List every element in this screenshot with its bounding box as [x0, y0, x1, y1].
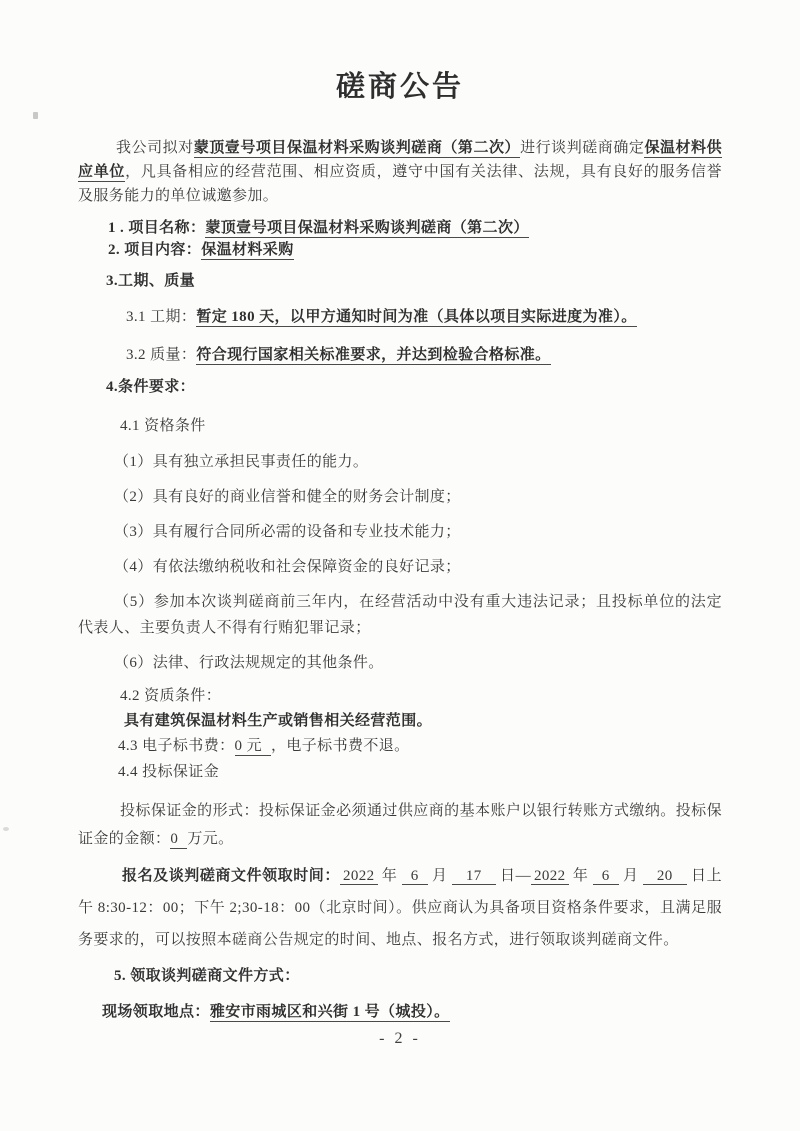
duration-value: 暂定 180 天，以甲方通知时间为准（具体以项目实际进度为准）。 [196, 309, 637, 326]
scan-artifact-mark [86, 168, 89, 171]
end-day-value: 20 [643, 868, 687, 885]
requirements-heading: 4.条件要求： [106, 379, 196, 396]
deposit-form-paragraph [78, 797, 722, 853]
aptitude-heading: 4.2 资质条件： [120, 688, 222, 705]
qualification-item: （6）法律、行政法规规定的其他条件。 [114, 655, 384, 672]
start-year-value: 2022 [340, 868, 378, 885]
duration-label: 3.1 工期： [126, 309, 197, 326]
project-content-value: 保温材料采购 [201, 242, 294, 259]
intro-middle-text: 进行谈判磋商确定 [520, 140, 645, 157]
intro-suffix-text: ，凡具备相应的经营范围、相应资质，遵守中国有关法律、法规，具有良好的服务信誉及服务能力的单位诚邀参加。 [78, 164, 722, 205]
pickup-location-value: 雅安市雨城区和兴街 1 号（城投）。 [209, 1004, 450, 1021]
scan-artifact-mark [33, 112, 38, 119]
project-content-row [108, 239, 722, 261]
supplier-underline: 保温材料供应单位 [78, 140, 723, 181]
page-title: 磋商公告 [335, 71, 464, 103]
duration-row [126, 305, 722, 329]
qualification-list [78, 449, 722, 676]
quality-row [126, 343, 722, 367]
project-name-underline: 蒙顶壹号项目保温材料采购谈判磋商（第二次） [193, 140, 521, 157]
registration-paragraph [78, 860, 722, 956]
qualification-item: （1）具有独立承担民事责任的能力。 [114, 454, 369, 471]
year-unit-text: 年 [568, 868, 593, 885]
scan-artifact-mark [3, 827, 9, 831]
intro-prefix-text: 我公司拟对 [116, 140, 194, 157]
project-name-row [108, 217, 722, 239]
day-dash-text: 日— [495, 868, 531, 885]
start-month-value: 6 [402, 868, 428, 885]
end-month-value: 6 [593, 868, 619, 885]
fee-row [118, 733, 722, 759]
fee-suffix-text: ，电子标书费不退。 [270, 738, 410, 755]
fee-label: 4.3 电子标书费： [118, 738, 235, 755]
intro-paragraph [78, 136, 722, 208]
registration-time-label: 报名及谈判磋商文件领取时间： [122, 868, 340, 885]
pickup-heading: 5. 领取谈判磋商文件方式： [114, 968, 300, 985]
end-year-value: 2022 [531, 868, 569, 885]
deposit-form-text: 投标保证金的形式：投标保证金必须通过供应商的基本账户以银行转账方式缴纳。投标保证金的金额： [78, 803, 722, 848]
schedule-heading: 3.工期、质量 [106, 273, 196, 290]
registration-time-detail: 8:30-12：00；下午 2;30-18：00（北京时间）。供应商认为具备项目资格条件要求，且满足服务要求的，可以按照本磋商公告规定的时间、地点、报名方式，进行领取谈判磋商文件。 [78, 900, 722, 949]
project-name-label: 1 . 项目名称： [108, 220, 206, 237]
page-number: - 2 - [379, 1030, 421, 1047]
pickup-location-row [102, 999, 722, 1025]
start-day-value: 17 [452, 868, 496, 885]
deposit-amount-underline: 0 [170, 831, 187, 849]
quality-value: 符合现行国家相关标准要求，并达到检验合格标准。 [196, 347, 551, 364]
day-suffix-text: 日上午 [78, 868, 723, 917]
qualification-heading: 4.1 资格条件 [120, 418, 206, 435]
year-unit-text: 年 [377, 868, 402, 885]
month-unit-text: 月 [618, 868, 643, 885]
aptitude-value: 具有建筑保温材料生产或销售相关经营范围。 [124, 713, 433, 730]
qualification-item: （5）参加本次谈判磋商前三年内，在经营活动中没有重大违法记录；且投标单位的法定代表人、主要负责人不得有行贿犯罪记录； [78, 594, 722, 637]
quality-label: 3.2 质量： [126, 347, 197, 364]
deposit-heading: 4.4 投标保证金 [118, 764, 220, 781]
qualification-item: （2）具有良好的商业信誉和健全的财务会计制度； [114, 489, 461, 506]
fee-value-underline: 0 元 [235, 738, 271, 756]
deposit-unit-text: 万元。 [187, 831, 234, 848]
project-content-label: 2. 项目内容： [108, 242, 202, 259]
qualification-item: （3）具有履行合同所必需的设备和专业技术能力； [114, 524, 461, 541]
month-unit-text: 月 [427, 868, 452, 885]
pickup-location-label: 现场领取地点： [102, 1004, 210, 1021]
project-name-value: 蒙顶壹号项目保温材料采购谈判磋商（第二次） [205, 220, 529, 237]
qualification-item: （4）有依法缴纳税收和社会保障资金的良好记录； [114, 559, 461, 576]
